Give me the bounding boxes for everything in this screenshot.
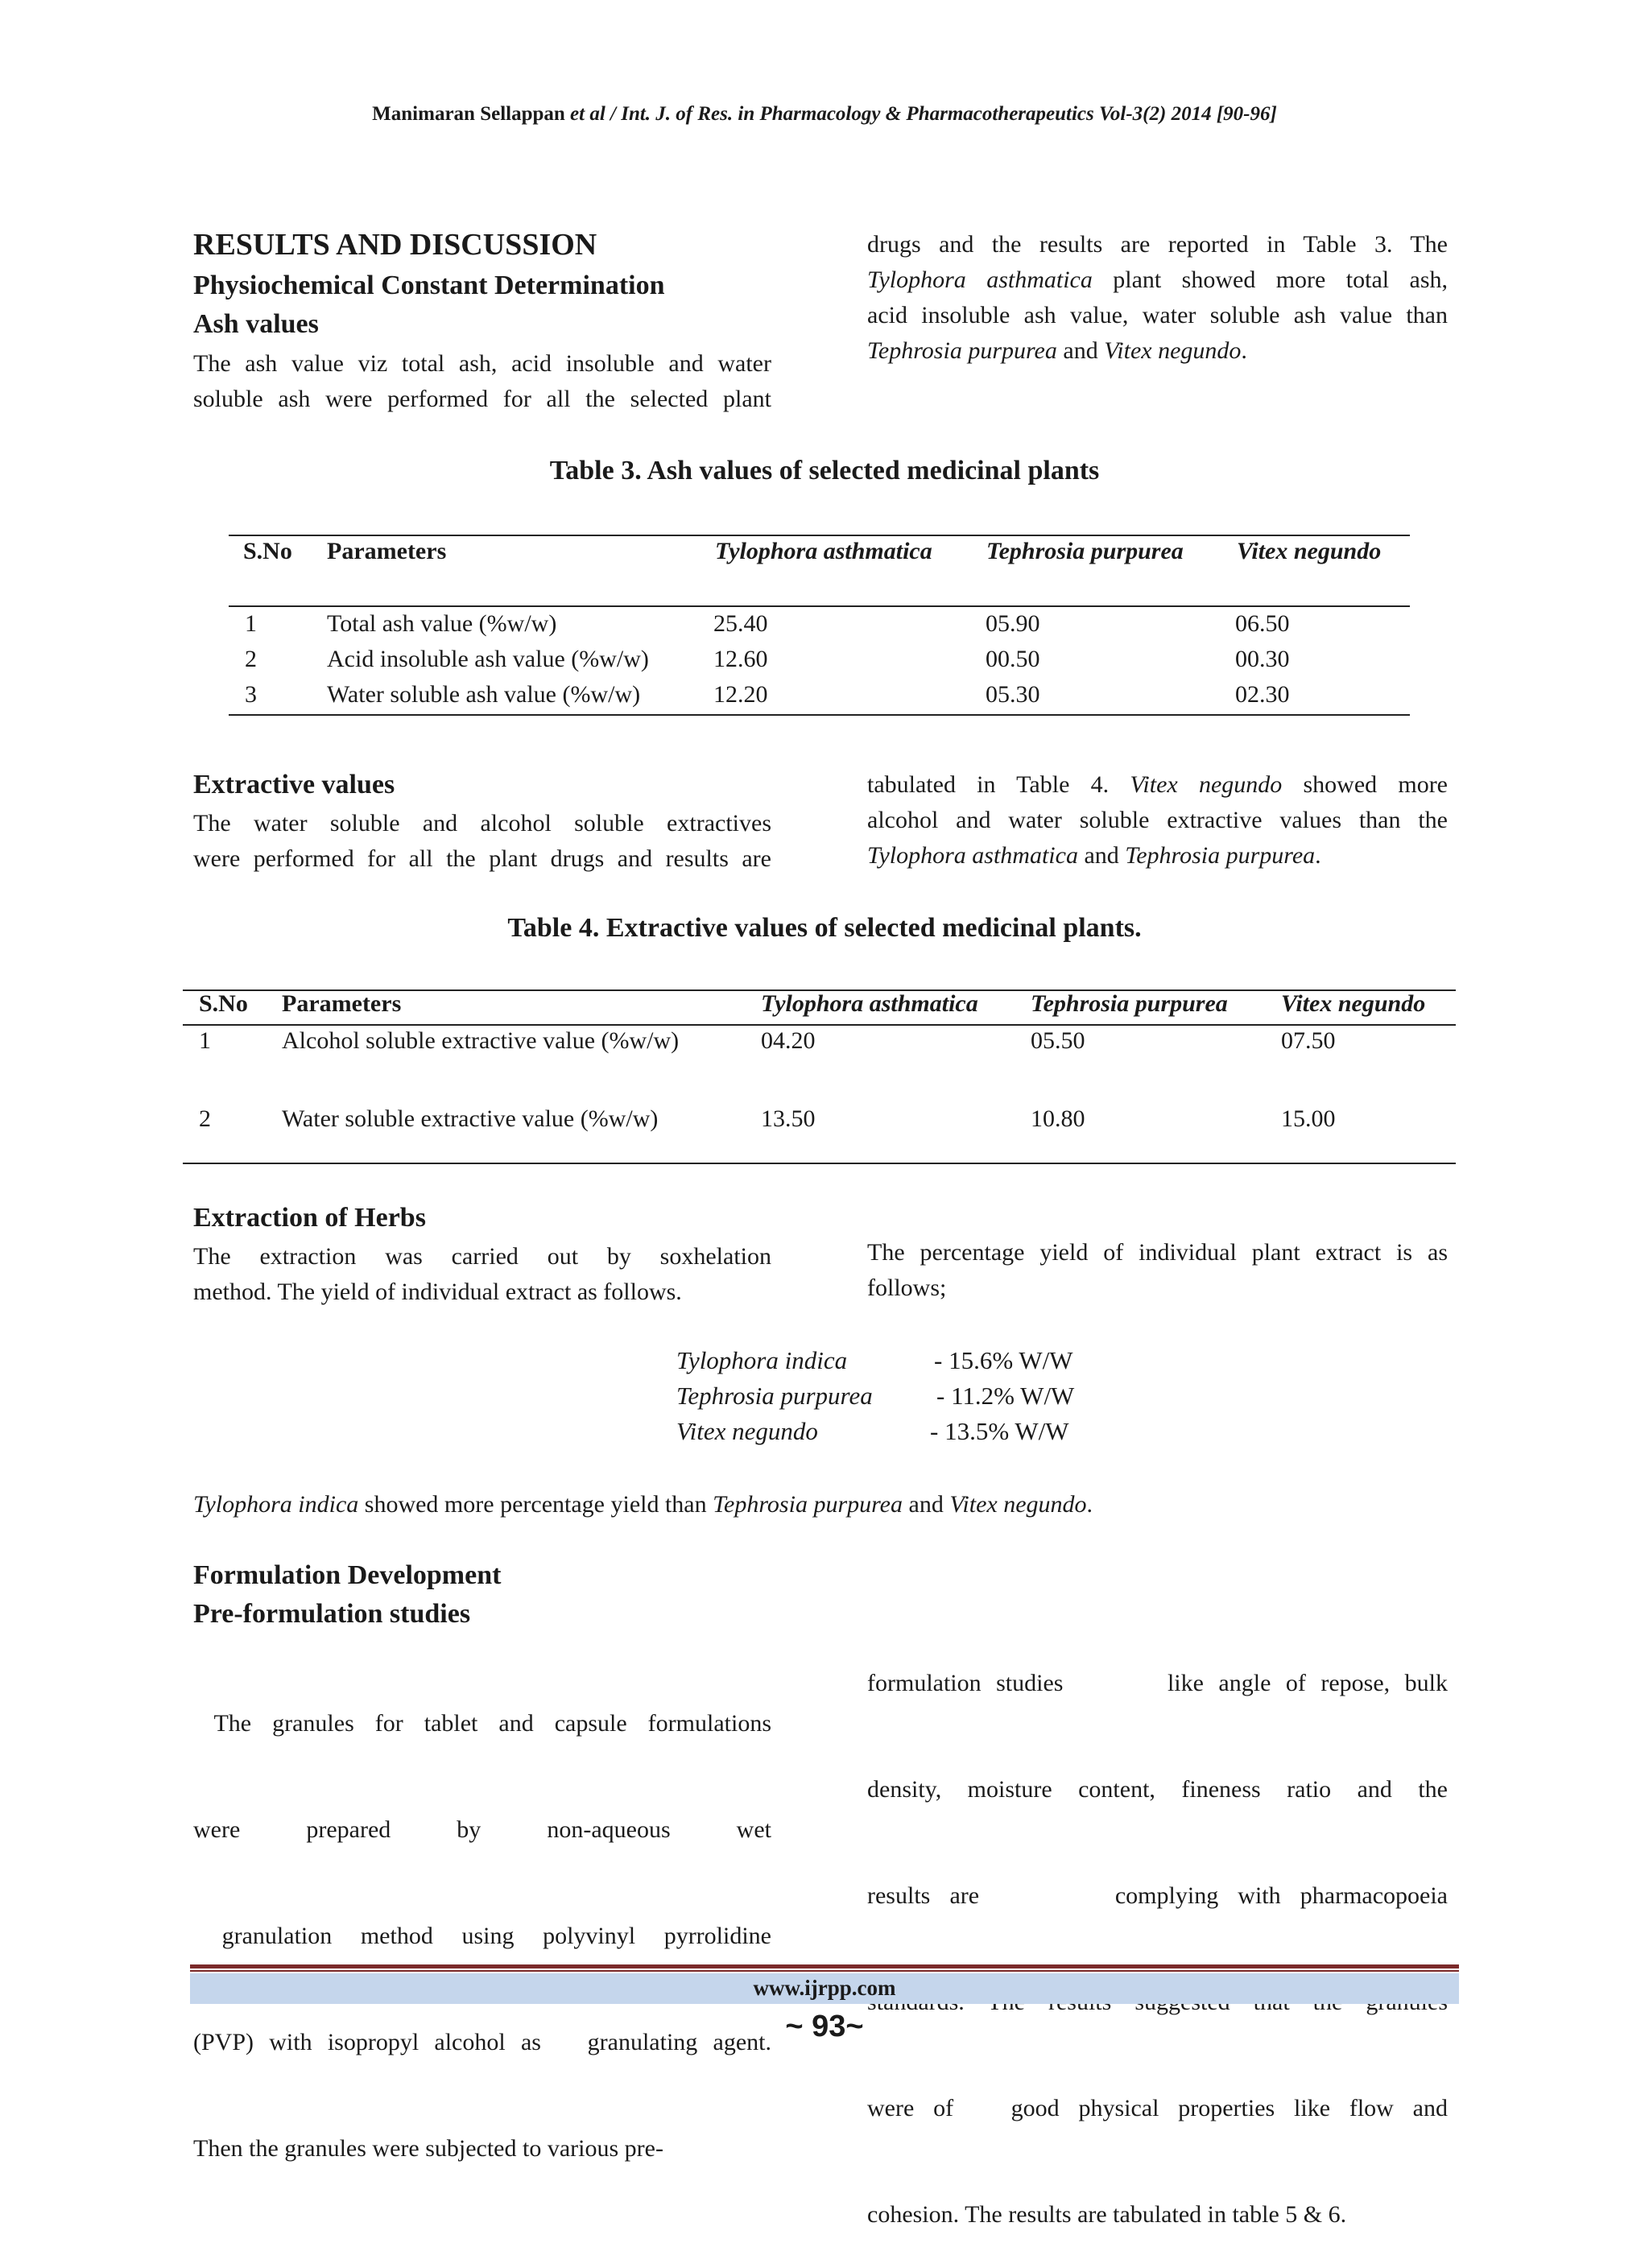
- table-cell: 2: [245, 646, 257, 672]
- table-cell: 12.20: [713, 681, 768, 708]
- species-name: Tephrosia purpurea: [1125, 842, 1316, 869]
- text-line: alcohol and water soluble extractive values than the: [867, 807, 1448, 833]
- table4-header-sno: S.No: [199, 990, 248, 1017]
- table-cell: Water soluble ash value (%w/w): [327, 681, 641, 708]
- subsection-title-physiochemical: Physiochemical Constant Determination: [193, 271, 665, 300]
- text-line: Tephrosia purpurea and Vitex negundo.: [867, 337, 1247, 364]
- table-cell: 05.90: [986, 610, 1040, 637]
- text-line: The ash value viz total ash, acid insoluble and water: [193, 350, 771, 377]
- formulation-left-paragraph: [193, 1635, 771, 2202]
- table-cell: 3: [245, 681, 257, 708]
- yield-summary: Tylophora indica showed more percentage yield than Tephrosia purpurea and Vitex negundo.: [193, 1491, 1093, 1518]
- species-name: Tylophora asthmatica: [867, 842, 1078, 869]
- table-cell: 00.30: [1235, 646, 1290, 672]
- page-number: ~ 93~: [785, 2010, 864, 2043]
- table-cell: 06.50: [1235, 610, 1290, 637]
- text-line: The extraction was carried out by soxhelation: [193, 1243, 771, 1270]
- header-journal: et al / Int. J. of Res. in Pharmacology & Pharmacotherapeutics Vol-3(2) 2014 [90-96]: [564, 103, 1277, 125]
- table-rule-mid: [229, 605, 1410, 607]
- footer-rule-thin: [190, 1970, 1459, 1972]
- table3-header-tephrosia: Tephrosia purpurea: [986, 538, 1184, 564]
- text-line: soluble ash were performed for all the selected plant: [193, 386, 771, 412]
- text-line: follows;: [867, 1274, 947, 1301]
- table3-header-tylophora: Tylophora asthmatica: [715, 538, 932, 564]
- table-cell: Water soluble extractive value (%w/w): [282, 1105, 659, 1132]
- formulation-right-paragraph: [867, 1595, 1448, 2268]
- ash-left-paragraph: [193, 346, 771, 417]
- section-title-results: RESULTS AND DISCUSSION: [193, 228, 597, 262]
- extraction-right-paragraph: [867, 1235, 1448, 1306]
- species-name: Vitex negundo: [1104, 337, 1242, 364]
- text-line: cohesion. The results are tabulated in table 5 & 6.: [867, 2201, 1347, 2228]
- table-rule-mid: [183, 1024, 1456, 1026]
- text-line: (PVP) with isopropyl alcohol as granulating agent.: [193, 2029, 771, 2055]
- table4-caption: Table 4. Extractive values of selected medicinal plants.: [507, 913, 1142, 943]
- table-cell: 13.50: [761, 1105, 816, 1132]
- table-cell: 15.00: [1281, 1105, 1336, 1132]
- table-cell: 07.50: [1281, 1027, 1336, 1054]
- table-cell: 05.30: [986, 681, 1040, 708]
- text-line: method. The yield of individual extract as follows.: [193, 1279, 682, 1305]
- table-rule-top: [229, 535, 1410, 536]
- table-cell: 1: [245, 610, 257, 637]
- yield-value: - 11.2% W/W: [936, 1382, 1075, 1410]
- extractive-left-paragraph: [193, 806, 771, 877]
- table3-header-vitex: Vitex negundo: [1237, 538, 1382, 564]
- section-title-formulation: Formulation Development: [193, 1560, 502, 1590]
- text-line: Then the granules were subjected to various pre-: [193, 2135, 663, 2162]
- table4-header-tephrosia: Tephrosia purpurea: [1031, 990, 1228, 1017]
- ash-right-paragraph: [867, 227, 1448, 369]
- table-cell: 1: [199, 1027, 211, 1054]
- yield-plant: Tylophora indica: [676, 1346, 848, 1374]
- table-cell: 05.50: [1031, 1027, 1085, 1054]
- table-rule-bottom: [229, 714, 1410, 716]
- table4-header-vitex: Vitex negundo: [1281, 990, 1426, 1017]
- text-line: tabulated in Table 4. Vitex negundo showed more: [867, 771, 1448, 798]
- table4-header-parameters: Parameters: [282, 990, 402, 1017]
- text-line: acid insoluble ash value, water soluble ash value than: [867, 302, 1448, 328]
- subsubsection-title-ash: Ash values: [193, 309, 319, 339]
- species-name: Tephrosia purpurea: [867, 337, 1057, 364]
- table-cell: 00.50: [986, 646, 1040, 672]
- table-cell: 04.20: [761, 1027, 816, 1054]
- text-line: Tylophora asthmatica plant showed more total ash,: [867, 266, 1448, 293]
- running-header: [0, 103, 1649, 126]
- section-title-extraction: Extraction of Herbs: [193, 1203, 426, 1233]
- yield-plant: Tephrosia purpurea: [676, 1382, 873, 1410]
- table3-caption: Table 3. Ash values of selected medicinal plants: [549, 456, 1100, 485]
- yield-value: - 15.6% W/W: [934, 1346, 1073, 1374]
- header-author: Manimaran Sellappan: [372, 103, 565, 125]
- table-cell: Alcohol soluble extractive value (%w/w): [282, 1027, 680, 1054]
- table-rule-bottom: [183, 1163, 1456, 1164]
- table-cell: 12.60: [713, 646, 768, 672]
- table-cell: Total ash value (%w/w): [327, 610, 557, 637]
- table-cell: 2: [199, 1105, 211, 1132]
- text-line: The water soluble and alcohol soluble extractives: [193, 810, 771, 837]
- footer-url: www.ijrpp.com: [753, 1976, 896, 2000]
- text-line: density, moisture content, fineness ratio and the: [867, 1776, 1448, 1803]
- table-cell: 25.40: [713, 610, 768, 637]
- table3-header-parameters: Parameters: [327, 538, 447, 564]
- table-cell: 10.80: [1031, 1105, 1085, 1132]
- table3-header-sno: S.No: [243, 538, 292, 564]
- species-name: Vitex negundo: [949, 1491, 1087, 1518]
- species-name: Tephrosia purpurea: [713, 1491, 903, 1518]
- table-cell: Acid insoluble ash value (%w/w): [327, 646, 649, 672]
- extraction-left-paragraph: [193, 1239, 771, 1310]
- text-line: were of good physical properties like flow and: [867, 2095, 1448, 2121]
- footer-rule: [190, 1964, 1459, 1968]
- yield-value: - 13.5% W/W: [930, 1417, 1069, 1445]
- text-line: The granules for tablet and capsule formulations: [193, 1710, 771, 1737]
- text-line: were prepared by non-aqueous wet: [193, 1816, 771, 1843]
- text-line: drugs and the results are reported in Table 3. The: [867, 231, 1448, 258]
- text-line: Tylophora asthmatica and Tephrosia purpurea.: [867, 842, 1321, 869]
- text-line: The percentage yield of individual plant extract is as: [867, 1239, 1448, 1266]
- table-cell: 02.30: [1235, 681, 1290, 708]
- text-line: results are complying with pharmacopoeia: [867, 1882, 1448, 1909]
- species-name: Vitex negundo: [1130, 771, 1283, 798]
- subsection-title-preformulation: Pre-formulation studies: [193, 1599, 471, 1629]
- text-line: formulation studies like angle of repose, bulk: [867, 1670, 1448, 1696]
- species-name: Tylophora indica: [193, 1491, 359, 1518]
- section-title-extractive: Extractive values: [193, 770, 395, 799]
- yield-plant: Vitex negundo: [676, 1417, 818, 1445]
- table4-header-tylophora: Tylophora asthmatica: [761, 990, 978, 1017]
- extractive-right-paragraph: [867, 767, 1448, 874]
- species-name: Tylophora asthmatica: [867, 266, 1093, 293]
- text-line: granulation method using polyvinyl pyrrolidine: [193, 1923, 771, 1949]
- text-line: were performed for all the plant drugs and results are: [193, 845, 771, 872]
